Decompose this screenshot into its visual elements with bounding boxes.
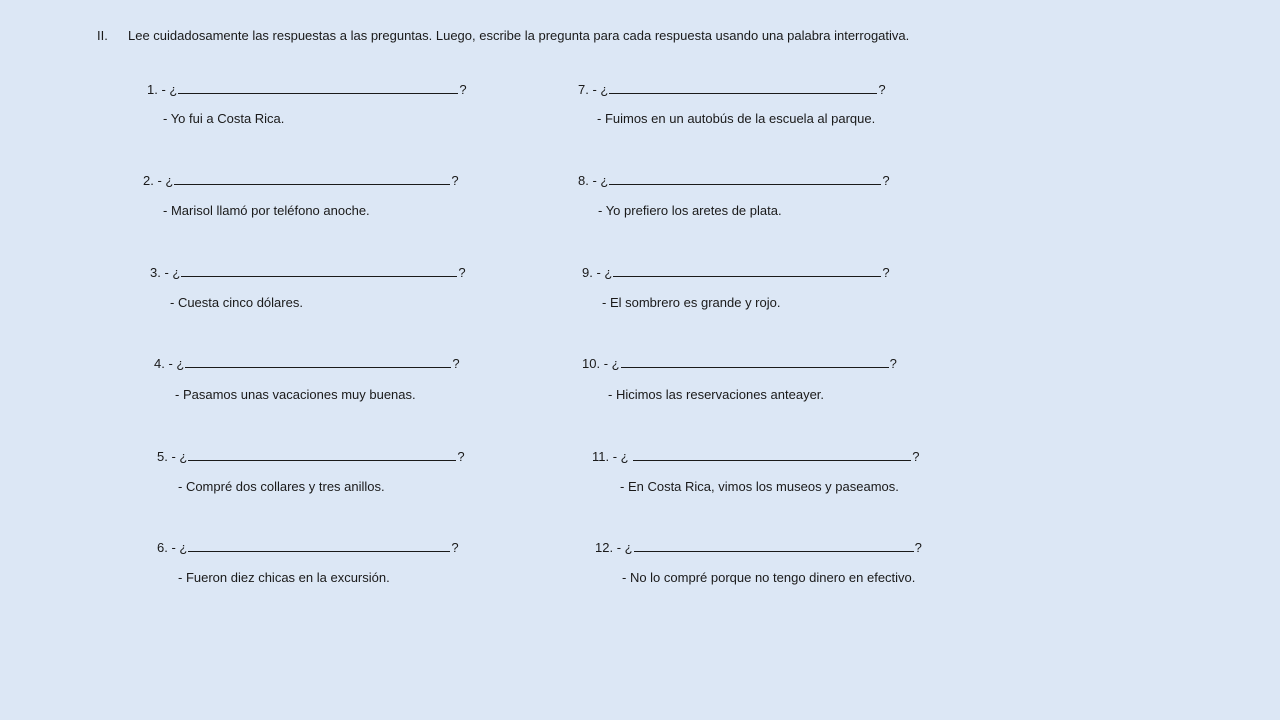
answer-5: - Compré dos collares y tres anillos. [178,479,385,494]
answer-blank[interactable] [181,264,457,277]
answer-blank[interactable] [178,81,458,94]
question-line-1 [147,81,467,98]
question-line-9 [582,264,890,281]
item-number: 12. [595,540,614,555]
answer-3: - Cuesta cinco dólares. [170,295,303,310]
item-number: 5. [157,449,168,464]
answer-11: - En Costa Rica, vimos los museos y paseamos. [620,479,899,494]
instructions-number: II. [97,28,108,43]
question-line-6 [157,539,459,556]
question-prefix: - ¿ [600,356,620,371]
question-end: ? [914,540,922,555]
question-line-2 [143,172,459,189]
answer-blank[interactable] [613,264,881,277]
answer-blank[interactable] [188,448,456,461]
answer-12: - No lo compré porque no tengo dinero en efectivo. [622,570,916,585]
answer-blank[interactable] [634,539,914,552]
instructions [97,28,909,43]
answer-4: - Pasamos unas vacaciones muy buenas. [175,387,416,402]
item-number: 2. [143,173,154,188]
question-prefix: - ¿ [167,540,188,555]
question-end: ? [457,449,465,464]
answer-blank[interactable] [621,355,889,368]
question-prefix: - ¿ [609,449,633,464]
question-prefix: - ¿ [153,173,174,188]
answer-9: - El sombrero es grande y rojo. [602,295,781,310]
question-end: ? [459,82,467,97]
question-end: ? [452,356,460,371]
question-end: ? [882,265,890,280]
item-number: 11. [592,449,610,464]
question-prefix: - ¿ [167,449,188,464]
item-number: 7. [578,82,589,97]
answer-blank[interactable] [609,172,881,185]
answer-1: - Yo fui a Costa Rica. [163,111,285,126]
item-number: 10. [582,356,601,371]
question-prefix: - ¿ [157,82,178,97]
question-line-4 [154,355,460,372]
answer-8: - Yo prefiero los aretes de plata. [598,203,782,218]
item-number: 1. [147,82,158,97]
answer-blank[interactable] [633,448,911,461]
item-number: 4. [154,356,165,371]
question-line-8 [578,172,890,189]
item-number: 3. [150,265,161,280]
item-number: 8. [578,173,589,188]
answer-10: - Hicimos las reservaciones anteayer. [608,387,825,402]
question-end: ? [882,173,890,188]
question-line-11 [592,448,919,465]
question-end: ? [451,173,459,188]
answer-6: - Fueron diez chicas en la excursión. [178,570,390,585]
item-number: 9. [582,265,593,280]
question-end: ? [451,540,459,555]
question-end: ? [912,449,920,464]
answer-7: - Fuimos en un autobús de la escuela al parque. [597,111,876,126]
question-prefix: - ¿ [160,265,181,280]
answer-blank[interactable] [609,81,877,94]
question-line-7 [578,81,886,98]
answer-blank[interactable] [188,539,450,552]
question-line-12 [595,539,922,556]
question-prefix: - ¿ [588,82,609,97]
question-end: ? [889,356,897,371]
item-number: 6. [157,540,168,555]
question-prefix: - ¿ [164,356,185,371]
question-prefix: - ¿ [613,540,633,555]
answer-blank[interactable] [174,172,450,185]
question-line-10 [582,355,897,372]
answer-blank[interactable] [185,355,451,368]
answer-2: - Marisol llamó por teléfono anoche. [163,203,370,218]
question-prefix: - ¿ [592,265,613,280]
question-end: ? [878,82,886,97]
question-prefix: - ¿ [588,173,609,188]
question-line-5 [157,448,465,465]
question-line-3 [150,264,466,281]
instructions-text: Lee cuidadosamente las respuestas a las preguntas. Luego, escribe la pregunta para cada respuesta usando una palabra interrogativa. [128,28,910,43]
question-end: ? [458,265,466,280]
